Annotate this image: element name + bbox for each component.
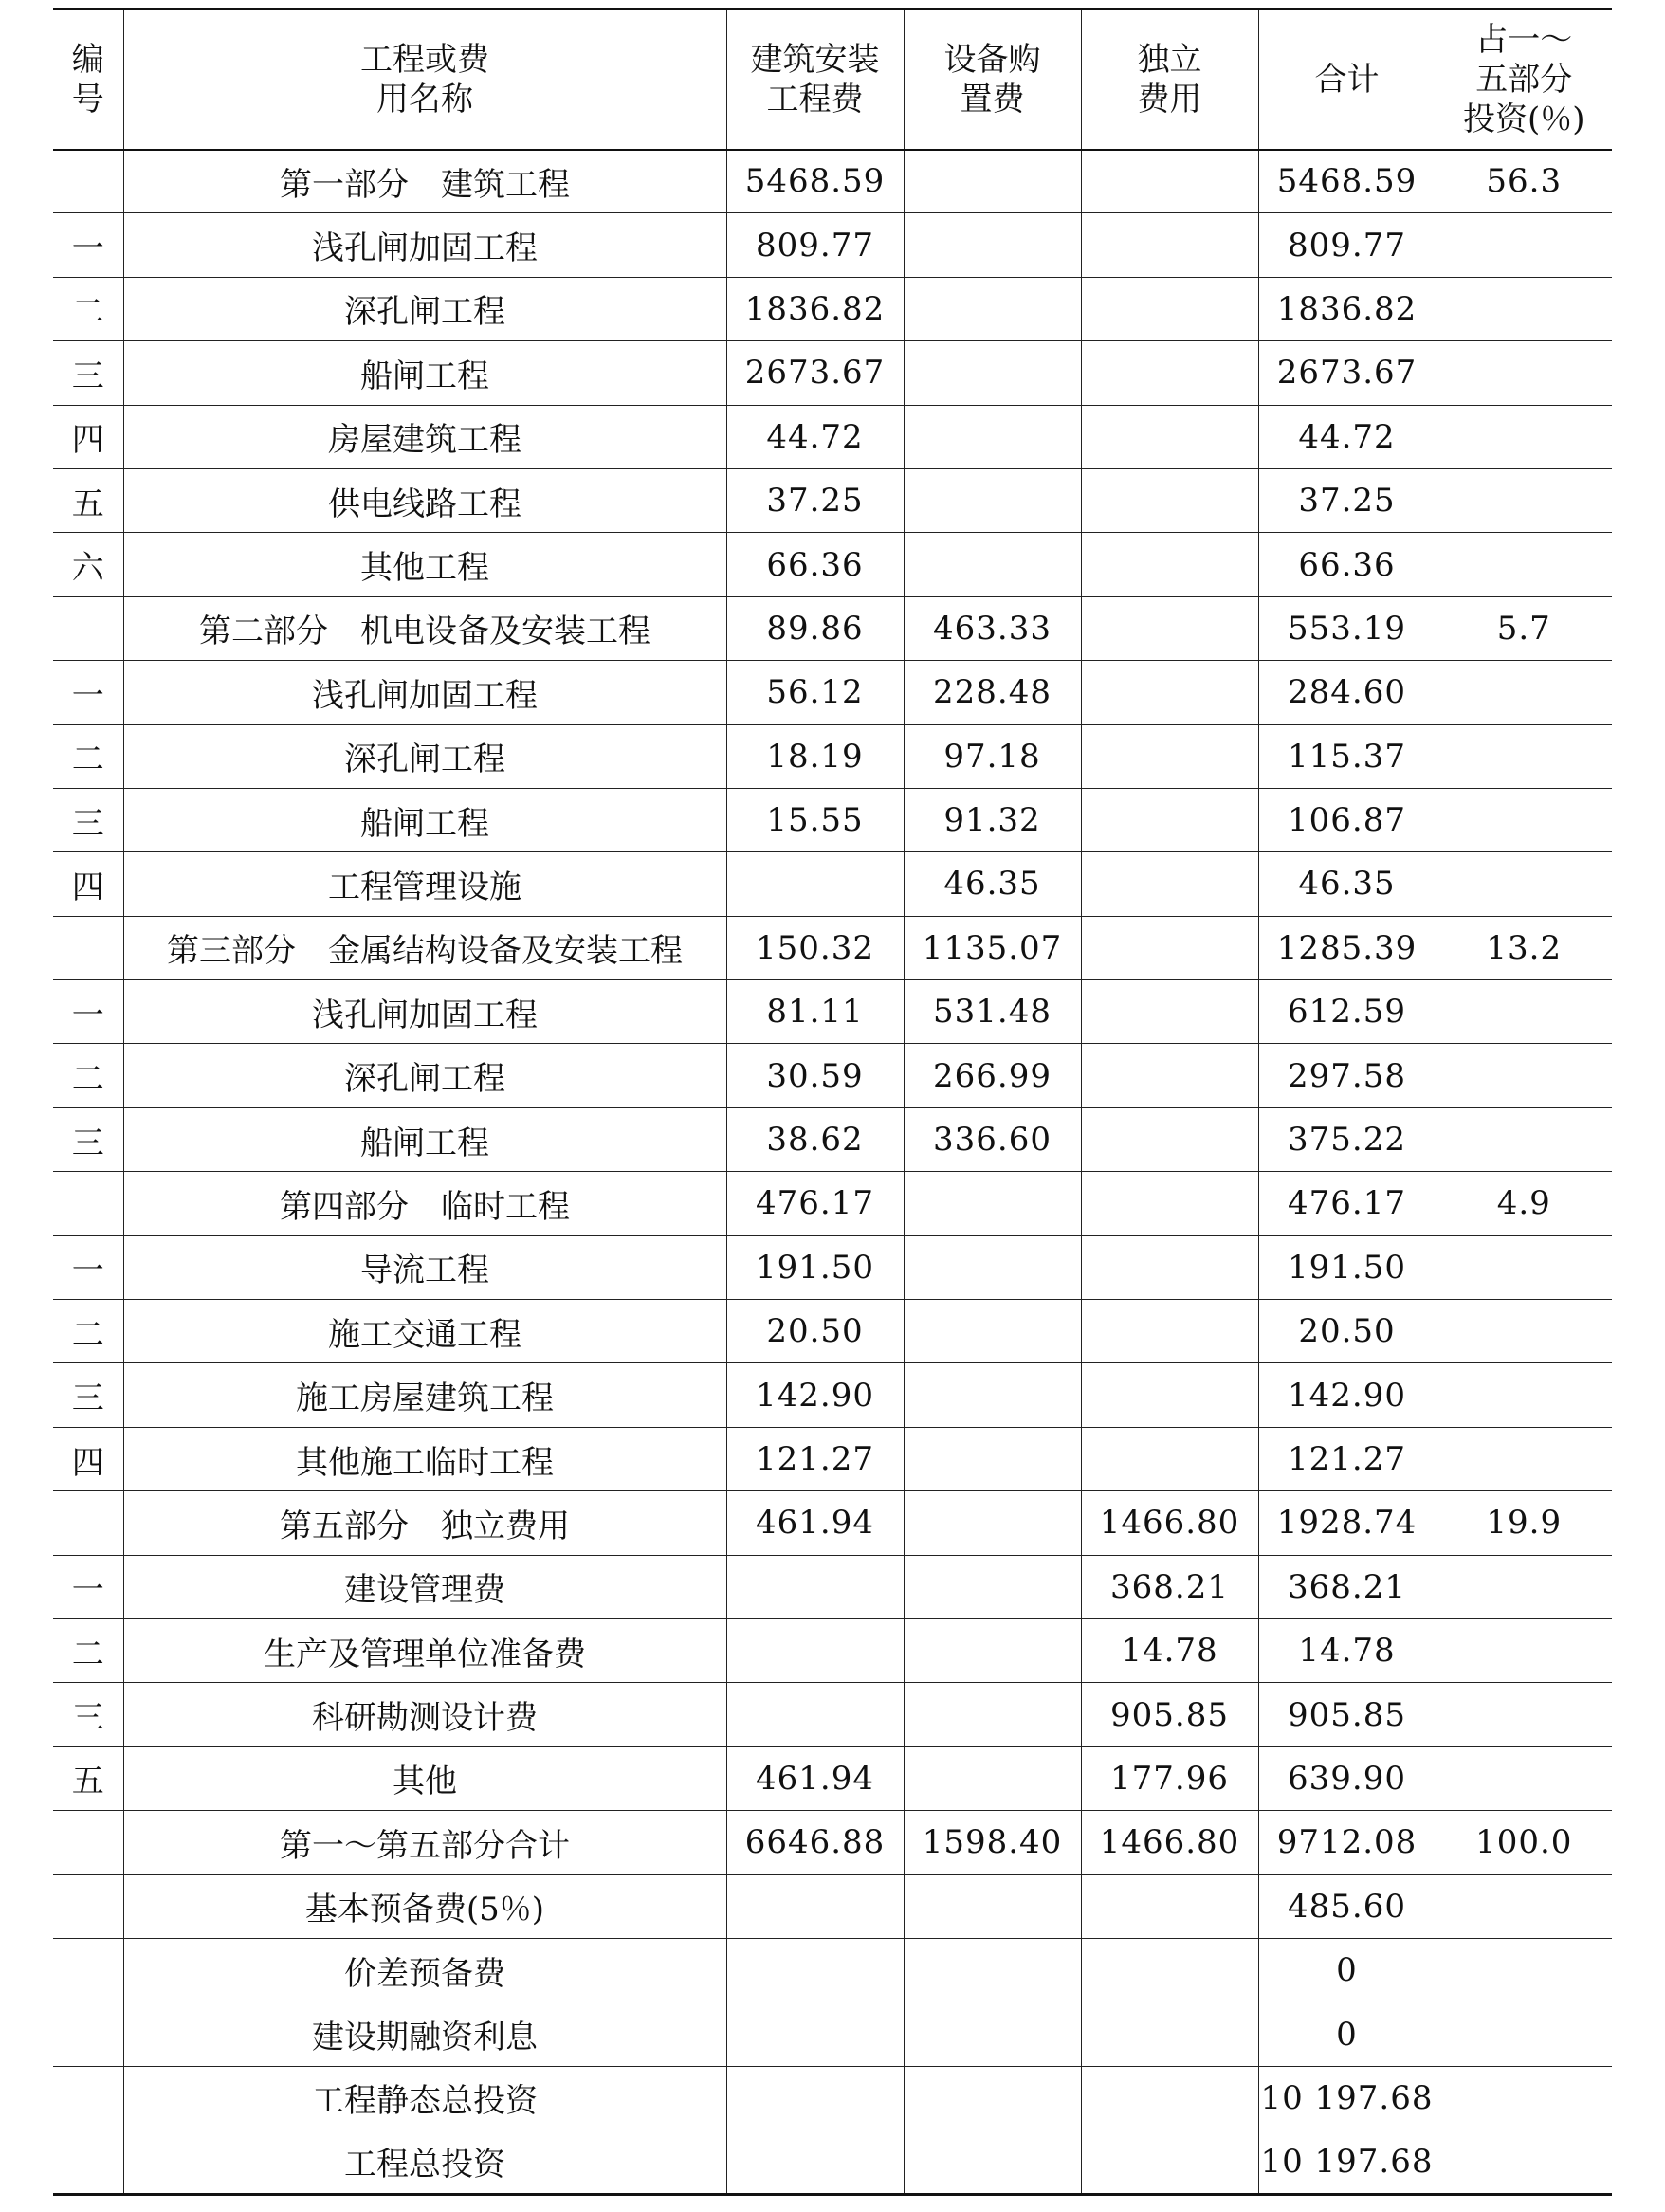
cell-independent-cost: 14.78 <box>1081 1618 1258 1682</box>
cell-independent-cost <box>1081 2130 1258 2194</box>
cell-percentage: 56.3 <box>1436 150 1612 213</box>
cell-total: 20.50 <box>1258 1300 1436 1363</box>
cell-percentage <box>1436 852 1612 916</box>
cell-number: 二 <box>53 1618 123 1682</box>
cell-independent-cost: 1466.80 <box>1081 1811 1258 1874</box>
table-row <box>53 661 1612 724</box>
cell-item-name: 第五部分 独立费用 <box>123 1491 726 1555</box>
header-independent-cost-line: 独立 <box>1137 40 1202 79</box>
header-construction-cost-line: 建筑安装 <box>750 40 880 79</box>
cell-percentage <box>1436 1618 1612 1682</box>
cell-item-name: 第四部分 临时工程 <box>123 1172 726 1235</box>
cell-construction-cost: 44.72 <box>726 405 904 468</box>
cell-independent-cost <box>1081 1938 1258 2002</box>
cell-construction-cost: 809.77 <box>726 213 904 277</box>
cell-equipment-cost <box>904 1300 1081 1363</box>
investment-table-container <box>53 8 1612 2196</box>
cell-independent-cost <box>1081 277 1258 340</box>
cell-construction-cost <box>726 1618 904 1682</box>
cell-equipment-cost <box>904 1427 1081 1490</box>
cell-percentage <box>1436 1683 1612 1746</box>
cell-item-name: 施工交通工程 <box>123 1300 726 1363</box>
cell-item-name: 船闸工程 <box>123 788 726 851</box>
cell-item-name: 建设期融资利息 <box>123 2002 726 2066</box>
cell-item-name: 深孔闸工程 <box>123 724 726 788</box>
cell-total: 905.85 <box>1258 1683 1436 1746</box>
cell-equipment-cost: 1598.40 <box>904 1811 1081 1874</box>
cell-independent-cost <box>1081 724 1258 788</box>
cell-number: 二 <box>53 1300 123 1363</box>
cell-construction-cost: 461.94 <box>726 1491 904 1555</box>
header-total-line: 合计 <box>1314 60 1380 99</box>
table-row <box>53 916 1612 979</box>
cell-independent-cost <box>1081 1363 1258 1427</box>
cell-construction-cost: 38.62 <box>726 1107 904 1171</box>
table-row <box>53 596 1612 660</box>
cell-item-name: 船闸工程 <box>123 1107 726 1171</box>
cell-number: 三 <box>53 341 123 405</box>
table-row <box>53 2002 1612 2066</box>
cell-percentage <box>1436 788 1612 851</box>
cell-equipment-cost <box>904 1874 1081 1938</box>
table-row <box>53 468 1612 532</box>
cell-total: 476.17 <box>1258 1172 1436 1235</box>
cell-item-name: 浅孔闸加固工程 <box>123 980 726 1044</box>
cell-number: 四 <box>53 405 123 468</box>
cell-percentage: 13.2 <box>1436 916 1612 979</box>
header-equipment-cost <box>904 9 1081 150</box>
cell-number <box>53 150 123 213</box>
cell-independent-cost <box>1081 341 1258 405</box>
table-row <box>53 277 1612 340</box>
cell-number: 一 <box>53 213 123 277</box>
cell-independent-cost <box>1081 1874 1258 1938</box>
header-construction-cost-line: 工程费 <box>766 80 864 119</box>
header-number <box>53 9 123 150</box>
header-number-line: 编 <box>71 40 104 79</box>
cell-percentage <box>1436 661 1612 724</box>
cell-number: 二 <box>53 1044 123 1107</box>
cell-equipment-cost <box>904 341 1081 405</box>
cell-number <box>53 596 123 660</box>
table-row <box>53 1491 1612 1555</box>
cell-percentage <box>1436 533 1612 596</box>
cell-item-name: 施工房屋建筑工程 <box>123 1363 726 1427</box>
cell-total: 191.50 <box>1258 1235 1436 1299</box>
cell-construction-cost: 18.19 <box>726 724 904 788</box>
cell-number <box>53 1874 123 1938</box>
cell-total: 612.59 <box>1258 980 1436 1044</box>
cell-construction-cost: 30.59 <box>726 1044 904 1107</box>
cell-independent-cost <box>1081 1300 1258 1363</box>
cell-item-name: 深孔闸工程 <box>123 277 726 340</box>
header-row <box>53 9 1612 150</box>
cell-percentage: 19.9 <box>1436 1491 1612 1555</box>
header-independent-cost <box>1081 9 1258 150</box>
cell-equipment-cost <box>904 1491 1081 1555</box>
cell-total: 37.25 <box>1258 468 1436 532</box>
cell-independent-cost <box>1081 596 1258 660</box>
cell-independent-cost: 1466.80 <box>1081 1491 1258 1555</box>
cell-equipment-cost <box>904 1938 1081 2002</box>
cell-item-name: 基本预备费(5％) <box>123 1874 726 1938</box>
cell-equipment-cost <box>904 277 1081 340</box>
cell-equipment-cost: 266.99 <box>904 1044 1081 1107</box>
cell-total: 66.36 <box>1258 533 1436 596</box>
cell-total: 368.21 <box>1258 1555 1436 1618</box>
cell-number: 三 <box>53 1363 123 1427</box>
cell-construction-cost <box>726 2002 904 2066</box>
cell-independent-cost <box>1081 1107 1258 1171</box>
cell-percentage <box>1436 980 1612 1044</box>
cell-construction-cost <box>726 2066 904 2130</box>
header-item-name-line: 工程或费 <box>360 40 489 79</box>
cell-total: 5468.59 <box>1258 150 1436 213</box>
cell-item-name: 供电线路工程 <box>123 468 726 532</box>
cell-equipment-cost <box>904 1235 1081 1299</box>
cell-construction-cost: 89.86 <box>726 596 904 660</box>
table-row <box>53 341 1612 405</box>
cell-total: 0 <box>1258 2002 1436 2066</box>
cell-independent-cost <box>1081 1044 1258 1107</box>
cell-independent-cost <box>1081 2066 1258 2130</box>
table-row <box>53 980 1612 1044</box>
table-row <box>53 1427 1612 1490</box>
cell-construction-cost <box>726 1938 904 2002</box>
cell-equipment-cost <box>904 2130 1081 2194</box>
cell-total: 639.90 <box>1258 1746 1436 1810</box>
table-row <box>53 1938 1612 2002</box>
cell-independent-cost <box>1081 661 1258 724</box>
cell-item-name: 工程总投资 <box>123 2130 726 2194</box>
cell-number: 五 <box>53 468 123 532</box>
table-row <box>53 1555 1612 1618</box>
cell-equipment-cost <box>904 150 1081 213</box>
cell-item-name: 深孔闸工程 <box>123 1044 726 1107</box>
table-row <box>53 1300 1612 1363</box>
cell-total: 106.87 <box>1258 788 1436 851</box>
cell-independent-cost: 905.85 <box>1081 1683 1258 1746</box>
cell-percentage <box>1436 1874 1612 1938</box>
cell-equipment-cost: 336.60 <box>904 1107 1081 1171</box>
table-row <box>53 1363 1612 1427</box>
cell-number <box>53 916 123 979</box>
cell-item-name: 浅孔闸加固工程 <box>123 213 726 277</box>
cell-independent-cost <box>1081 213 1258 277</box>
cell-number: 四 <box>53 852 123 916</box>
cell-number: 一 <box>53 1235 123 1299</box>
cell-item-name: 导流工程 <box>123 1235 726 1299</box>
table-row <box>53 852 1612 916</box>
cell-independent-cost <box>1081 150 1258 213</box>
cell-item-name: 生产及管理单位准备费 <box>123 1618 726 1682</box>
table-row <box>53 1683 1612 1746</box>
cell-number: 一 <box>53 1555 123 1618</box>
table-row <box>53 724 1612 788</box>
cell-total: 46.35 <box>1258 852 1436 916</box>
cell-number <box>53 1172 123 1235</box>
cell-percentage <box>1436 2130 1612 2194</box>
cell-independent-cost <box>1081 980 1258 1044</box>
cell-equipment-cost <box>904 1683 1081 1746</box>
header-percentage-line: 占一～ <box>1475 20 1573 59</box>
cell-independent-cost: 177.96 <box>1081 1746 1258 1810</box>
cell-construction-cost: 150.32 <box>726 916 904 979</box>
table-body <box>53 150 1612 2195</box>
cell-number: 五 <box>53 1746 123 1810</box>
cell-independent-cost <box>1081 1427 1258 1490</box>
cell-percentage: 5.7 <box>1436 596 1612 660</box>
header-equipment-cost-line: 置费 <box>960 80 1025 119</box>
investment-summary-table <box>53 8 1612 2196</box>
cell-equipment-cost: 1135.07 <box>904 916 1081 979</box>
cell-total: 297.58 <box>1258 1044 1436 1107</box>
cell-item-name: 浅孔闸加固工程 <box>123 661 726 724</box>
cell-construction-cost <box>726 1683 904 1746</box>
cell-item-name: 建设管理费 <box>123 1555 726 1618</box>
header-total <box>1258 9 1436 150</box>
cell-item-name: 第一～第五部分合计 <box>123 1811 726 1874</box>
cell-number <box>53 1811 123 1874</box>
cell-construction-cost: 5468.59 <box>726 150 904 213</box>
cell-number: 三 <box>53 1683 123 1746</box>
cell-construction-cost: 56.12 <box>726 661 904 724</box>
cell-construction-cost: 142.90 <box>726 1363 904 1427</box>
cell-item-name: 第二部分 机电设备及安装工程 <box>123 596 726 660</box>
cell-percentage <box>1436 1938 1612 2002</box>
cell-number <box>53 2066 123 2130</box>
header-independent-cost-line: 费用 <box>1137 80 1202 119</box>
cell-percentage <box>1436 405 1612 468</box>
cell-construction-cost: 20.50 <box>726 1300 904 1363</box>
cell-percentage: 4.9 <box>1436 1172 1612 1235</box>
cell-equipment-cost: 91.32 <box>904 788 1081 851</box>
cell-total: 10 197.68 <box>1258 2130 1436 2194</box>
cell-equipment-cost <box>904 1555 1081 1618</box>
table-row <box>53 405 1612 468</box>
table-row <box>53 1235 1612 1299</box>
cell-independent-cost <box>1081 405 1258 468</box>
table-header <box>53 9 1612 150</box>
cell-percentage <box>1436 2066 1612 2130</box>
cell-item-name: 其他施工临时工程 <box>123 1427 726 1490</box>
cell-percentage <box>1436 724 1612 788</box>
cell-construction-cost: 6646.88 <box>726 1811 904 1874</box>
cell-total: 142.90 <box>1258 1363 1436 1427</box>
header-number-line: 号 <box>71 80 104 119</box>
table-row <box>53 788 1612 851</box>
cell-independent-cost: 368.21 <box>1081 1555 1258 1618</box>
cell-item-name: 工程管理设施 <box>123 852 726 916</box>
cell-total: 10 197.68 <box>1258 2066 1436 2130</box>
cell-item-name: 其他工程 <box>123 533 726 596</box>
cell-equipment-cost <box>904 2066 1081 2130</box>
header-percentage-line: 投资(％) <box>1462 100 1585 138</box>
cell-number <box>53 1938 123 2002</box>
table-row <box>53 1874 1612 1938</box>
cell-construction-cost <box>726 1555 904 1618</box>
cell-percentage <box>1436 468 1612 532</box>
cell-independent-cost <box>1081 2002 1258 2066</box>
table-row <box>53 1172 1612 1235</box>
cell-construction-cost <box>726 1874 904 1938</box>
cell-percentage <box>1436 341 1612 405</box>
cell-number: 一 <box>53 980 123 1044</box>
cell-total: 44.72 <box>1258 405 1436 468</box>
cell-construction-cost: 191.50 <box>726 1235 904 1299</box>
cell-total: 14.78 <box>1258 1618 1436 1682</box>
cell-independent-cost <box>1081 788 1258 851</box>
table-row <box>53 1746 1612 1810</box>
cell-percentage: 100.0 <box>1436 1811 1612 1874</box>
cell-construction-cost: 66.36 <box>726 533 904 596</box>
cell-item-name: 科研勘测设计费 <box>123 1683 726 1746</box>
cell-construction-cost: 15.55 <box>726 788 904 851</box>
cell-construction-cost: 476.17 <box>726 1172 904 1235</box>
cell-percentage <box>1436 1044 1612 1107</box>
cell-construction-cost <box>726 852 904 916</box>
table-row <box>53 213 1612 277</box>
cell-total: 284.60 <box>1258 661 1436 724</box>
cell-construction-cost: 461.94 <box>726 1746 904 1810</box>
cell-number: 一 <box>53 661 123 724</box>
cell-percentage <box>1436 1363 1612 1427</box>
cell-total: 809.77 <box>1258 213 1436 277</box>
cell-number: 三 <box>53 1107 123 1171</box>
table-row <box>53 1107 1612 1171</box>
cell-percentage <box>1436 1235 1612 1299</box>
cell-item-name: 房屋建筑工程 <box>123 405 726 468</box>
cell-construction-cost: 121.27 <box>726 1427 904 1490</box>
cell-number: 三 <box>53 788 123 851</box>
cell-total: 115.37 <box>1258 724 1436 788</box>
cell-equipment-cost: 531.48 <box>904 980 1081 1044</box>
cell-independent-cost <box>1081 916 1258 979</box>
table-row <box>53 1044 1612 1107</box>
cell-total: 121.27 <box>1258 1427 1436 1490</box>
cell-total: 2673.67 <box>1258 341 1436 405</box>
cell-equipment-cost <box>904 1618 1081 1682</box>
cell-construction-cost <box>726 2130 904 2194</box>
table-row <box>53 1618 1612 1682</box>
cell-total: 1928.74 <box>1258 1491 1436 1555</box>
cell-number: 四 <box>53 1427 123 1490</box>
cell-percentage <box>1436 1427 1612 1490</box>
cell-number: 六 <box>53 533 123 596</box>
cell-equipment-cost: 463.33 <box>904 596 1081 660</box>
header-construction-cost <box>726 9 904 150</box>
cell-total: 375.22 <box>1258 1107 1436 1171</box>
cell-equipment-cost <box>904 213 1081 277</box>
cell-item-name: 第一部分 建筑工程 <box>123 150 726 213</box>
cell-number: 二 <box>53 277 123 340</box>
header-percentage-line: 五部分 <box>1475 60 1573 99</box>
table-row <box>53 2130 1612 2194</box>
cell-total: 553.19 <box>1258 596 1436 660</box>
cell-percentage <box>1436 277 1612 340</box>
cell-percentage <box>1436 1107 1612 1171</box>
cell-item-name: 工程静态总投资 <box>123 2066 726 2130</box>
cell-item-name: 船闸工程 <box>123 341 726 405</box>
cell-item-name: 其他 <box>123 1746 726 1810</box>
cell-item-name: 第三部分 金属结构设备及安装工程 <box>123 916 726 979</box>
table-row <box>53 1811 1612 1874</box>
cell-percentage <box>1436 1746 1612 1810</box>
cell-equipment-cost <box>904 2002 1081 2066</box>
cell-independent-cost <box>1081 468 1258 532</box>
cell-independent-cost <box>1081 1235 1258 1299</box>
cell-number <box>53 1491 123 1555</box>
cell-number <box>53 2130 123 2194</box>
cell-equipment-cost <box>904 1172 1081 1235</box>
cell-percentage <box>1436 213 1612 277</box>
cell-equipment-cost: 228.48 <box>904 661 1081 724</box>
cell-independent-cost <box>1081 533 1258 596</box>
cell-equipment-cost <box>904 1746 1081 1810</box>
table-row <box>53 150 1612 213</box>
cell-construction-cost: 81.11 <box>726 980 904 1044</box>
cell-construction-cost: 1836.82 <box>726 277 904 340</box>
header-item-name <box>123 9 726 150</box>
cell-equipment-cost: 46.35 <box>904 852 1081 916</box>
cell-equipment-cost: 97.18 <box>904 724 1081 788</box>
cell-total: 485.60 <box>1258 1874 1436 1938</box>
cell-equipment-cost <box>904 533 1081 596</box>
cell-total: 1285.39 <box>1258 916 1436 979</box>
cell-percentage <box>1436 2002 1612 2066</box>
header-percentage <box>1436 9 1612 150</box>
cell-total: 1836.82 <box>1258 277 1436 340</box>
cell-construction-cost: 2673.67 <box>726 341 904 405</box>
cell-total: 0 <box>1258 1938 1436 2002</box>
cell-equipment-cost <box>904 468 1081 532</box>
header-equipment-cost-line: 设备购 <box>943 40 1041 79</box>
cell-item-name: 价差预备费 <box>123 1938 726 2002</box>
cell-construction-cost: 37.25 <box>726 468 904 532</box>
cell-independent-cost <box>1081 852 1258 916</box>
cell-total: 9712.08 <box>1258 1811 1436 1874</box>
table-row <box>53 2066 1612 2130</box>
cell-independent-cost <box>1081 1172 1258 1235</box>
cell-equipment-cost <box>904 405 1081 468</box>
cell-percentage <box>1436 1300 1612 1363</box>
table-row <box>53 533 1612 596</box>
header-item-name-line: 用名称 <box>376 80 473 119</box>
cell-percentage <box>1436 1555 1612 1618</box>
cell-number <box>53 2002 123 2066</box>
cell-equipment-cost <box>904 1363 1081 1427</box>
cell-number: 二 <box>53 724 123 788</box>
